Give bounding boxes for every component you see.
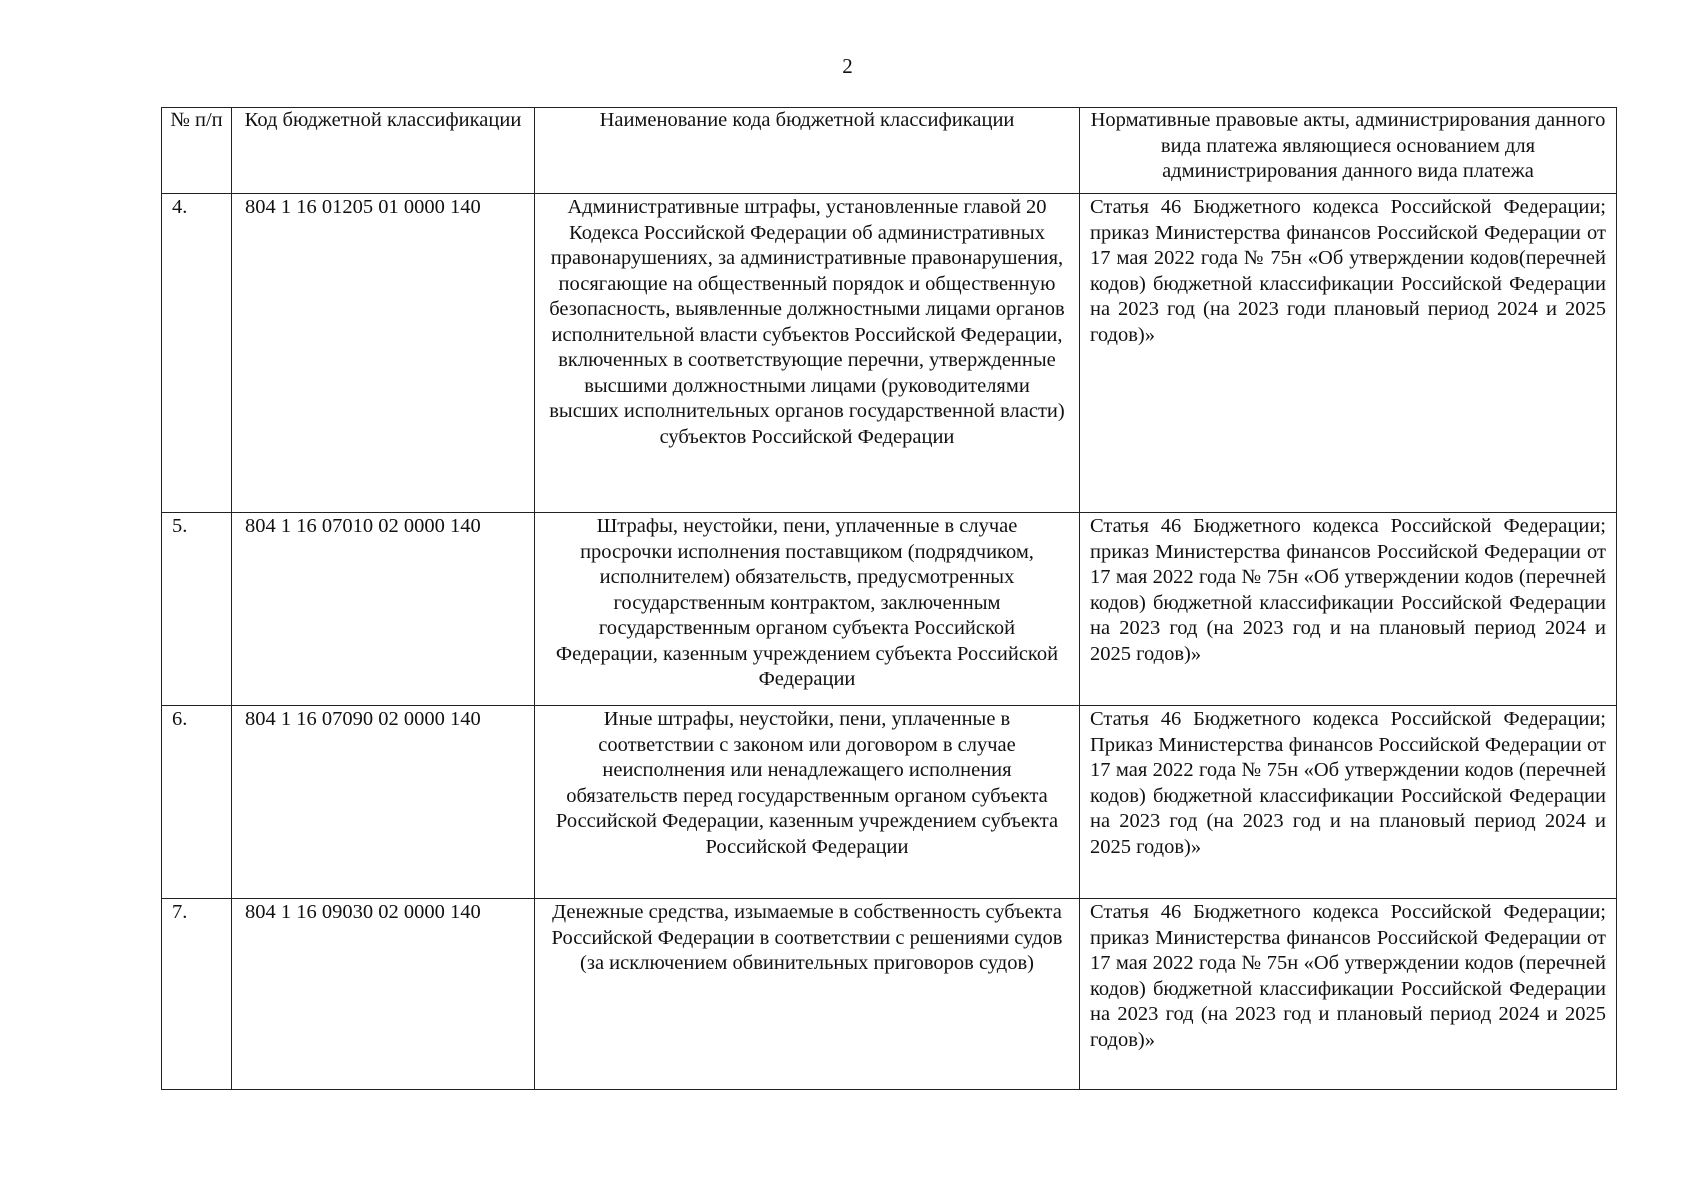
header-code: Код бюджетной классификации (232, 108, 535, 194)
code-name: Денежные средства, изымаемые в собственность субъекта Российской Федерации в соответствии с решениями судов (за исключением обвинительных приговоров судов) (535, 899, 1080, 1090)
header-legal-acts: Нормативные правовые акты, администрирования данного вида платежа являющиеся основанием для администрирования данного вида платежа (1080, 108, 1617, 194)
row-number: 7. (162, 899, 232, 1090)
budget-code: 804 1 16 01205 01 0000 140 (232, 194, 535, 513)
legal-acts: Статья 46 Бюджетного кодекса Российской Федерации; приказ Министерства финансов Российской Федерации от 17 мая 2022 года № 75н «Об утверждении кодов (перечней кодов) бюджетной классификации Российской Федерации на 2023 год (на 2023 год и на плановый период 2024 и 2025 годов)» (1080, 513, 1617, 706)
header-number: № п/п (162, 108, 232, 194)
code-name: Штрафы, неустойки, пени, уплаченные в случае просрочки исполнения поставщиком (подрядчиком, исполнителем) обязательств, предусмотренных государственным контрактом, заключенным государственным органом субъекта Российской Федерации, казенным учреждением субъекта Российской Федерации (535, 513, 1080, 706)
row-number: 4. (162, 194, 232, 513)
legal-acts: Статья 46 Бюджетного кодекса Российской Федерации; Приказ Министерства финансов Российской Федерации от 17 мая 2022 года № 75н «Об утверждении кодов (перечней кодов) бюджетной классификации Российской Федерации на 2023 год (на 2023 год и на плановый период 2024 и 2025 годов)» (1080, 706, 1617, 899)
budget-code: 804 1 16 09030 02 0000 140 (232, 899, 535, 1090)
table-header-row (162, 108, 1617, 194)
row-number: 6. (162, 706, 232, 899)
row-number: 5. (162, 513, 232, 706)
page-number: 2 (842, 54, 853, 78)
code-name: Административные штрафы, установленные главой 20 Кодекса Российской Федерации об административных правонарушениях, за административные правонарушения, посягающие на общественный порядок и общественную безопасность, выявленные должностными лицами органов исполнительной власти субъектов Российской Федерации, включенных в соответствующие перечни, утвержденные высшими должностными лицами (руководителями высших исполнительных органов государственной власти) субъектов Российской Федерации (535, 194, 1080, 513)
table-row (162, 194, 1617, 513)
header-name: Наименование кода бюджетной классификации (535, 108, 1080, 194)
table-row (162, 899, 1617, 1090)
code-name: Иные штрафы, неустойки, пени, уплаченные в соответствии с законом или договором в случае неисполнения или ненадлежащего исполнения обязательств перед государственным органом субъекта Российской Федерации, казенным учреждением субъекта Российской Федерации (535, 706, 1080, 899)
table-row (162, 513, 1617, 706)
budget-classification-table (161, 107, 1617, 1090)
budget-code: 804 1 16 07090 02 0000 140 (232, 706, 535, 899)
legal-acts: Статья 46 Бюджетного кодекса Российской Федерации; приказ Министерства финансов Российской Федерации от 17 мая 2022 года № 75н «Об утверждении кодов (перечней кодов) бюджетной классификации Российской Федерации на 2023 год (на 2023 год и плановый период 2024 и 2025 годов)» (1080, 899, 1617, 1090)
budget-code: 804 1 16 07010 02 0000 140 (232, 513, 535, 706)
table-row (162, 706, 1617, 899)
legal-acts: Статья 46 Бюджетного кодекса Российской Федерации; приказ Министерства финансов Российской Федерации от 17 мая 2022 года № 75н «Об утверждении кодов(перечней кодов) бюджетной классификации Российской Федерации на 2023 год (на 2023 годи плановый период 2024 и 2025 годов)» (1080, 194, 1617, 513)
